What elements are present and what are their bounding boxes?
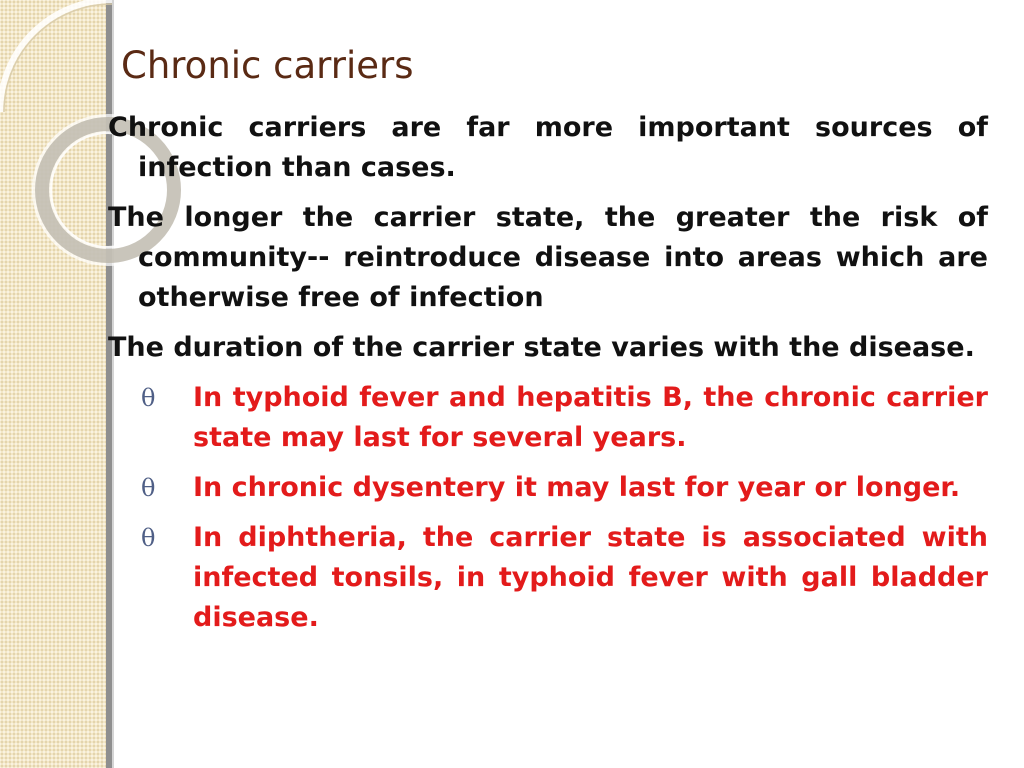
- sub-point: [108, 518, 988, 638]
- theta-bullet-icon: θ: [141, 524, 156, 552]
- body-paragraph: The longer the carrier state, the greater the risk of community-- reintroduce disease into areas which are otherwise free of infection: [108, 202, 988, 313]
- sub-point: [108, 468, 988, 508]
- sub-point-text: In diphtheria, the carrier state is associated with infected tonsils, in typhoid fever with gall bladder disease.: [193, 522, 988, 633]
- sub-point: [108, 378, 988, 458]
- sub-point-text: In typhoid fever and hepatitis B, the chronic carrier state may last for several years.: [193, 382, 988, 453]
- slide-title: Chronic carriers: [121, 44, 414, 87]
- sub-point-text: In chronic dysentery it may last for year or longer.: [193, 472, 961, 503]
- slide-body: [108, 108, 988, 648]
- body-paragraph: The duration of the carrier state varies with the disease.: [108, 332, 975, 363]
- body-paragraph: Chronic carriers are far more important sources of infection than cases.: [108, 112, 988, 183]
- theta-bullet-icon: θ: [141, 384, 156, 412]
- theta-bullet-icon: θ: [141, 474, 156, 502]
